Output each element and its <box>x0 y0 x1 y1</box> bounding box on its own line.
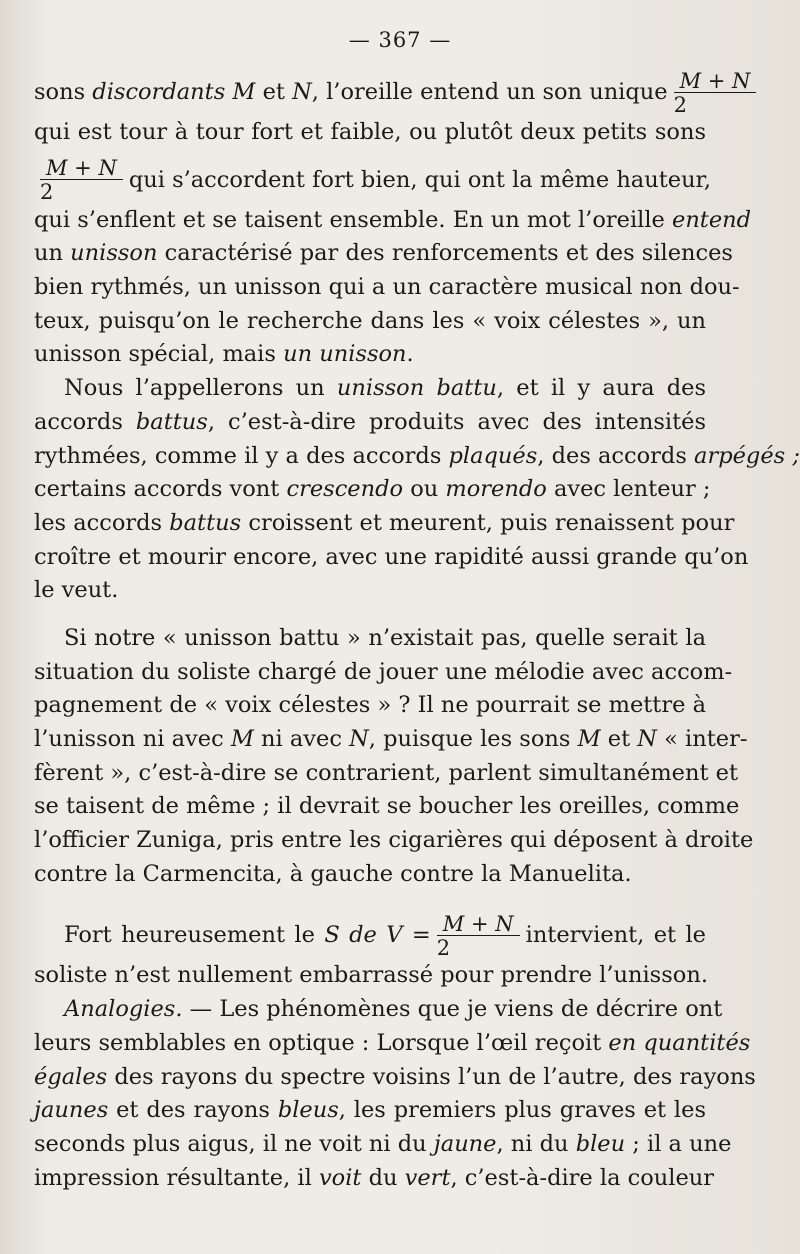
text-run: pagnement de « voix célestes » ? Il ne pourrait se mettre à <box>34 692 706 719</box>
text-line <box>34 406 706 440</box>
text-line <box>34 574 706 608</box>
text-line <box>34 116 706 150</box>
text-run: Fort heureusement le <box>64 922 325 949</box>
text-line <box>34 473 711 507</box>
text-line <box>34 757 739 791</box>
text-run: intervient, et le <box>525 922 706 949</box>
text-run: , c’est-à-dire la couleur <box>450 1164 715 1191</box>
text-run: se taisent de même ; il devrait se boucher les oreilles, comme <box>34 793 740 820</box>
text-run: qui s’accordent fort bien, qui ont la même hauteur, <box>128 166 711 193</box>
italic-text: arpégés ; <box>694 442 800 469</box>
text-line <box>34 150 711 205</box>
fraction-denominator: 2 <box>673 92 687 117</box>
body-text <box>34 62 800 1195</box>
text-run: ni avec <box>253 726 350 752</box>
text-run: l’officier Zuniga, pris entre les cigarières qui déposent à droite <box>34 827 754 854</box>
text-line <box>34 204 752 238</box>
text-run: certains accords vont <box>34 476 287 503</box>
italic-text: morendo <box>445 476 547 503</box>
fraction-numerator: M + N <box>437 914 520 936</box>
italic-text: M <box>230 726 254 752</box>
text-line <box>34 1094 706 1128</box>
text-run: qui s’enflent et se taisent ensemble. En un mot l’oreille <box>34 206 672 233</box>
text-line <box>34 824 754 858</box>
italic-text: discordants M <box>92 79 256 105</box>
italic-text: jaunes <box>34 1097 109 1124</box>
text-run: ou <box>403 476 446 503</box>
text-run: fèrent », c’est-à-dire se contrarient, parlent simultanément et <box>34 759 739 786</box>
italic-text: N <box>349 726 369 752</box>
text-line <box>34 507 735 541</box>
text-line <box>34 541 749 575</box>
text-run: unisson spécial, mais <box>34 341 284 368</box>
text-run: avec lenteur ; <box>546 476 711 503</box>
text-run: , puisque les sons <box>368 726 578 752</box>
text-line <box>34 1061 756 1095</box>
fraction-m-plus-n-over-2 <box>40 158 123 203</box>
text-line <box>34 440 800 474</box>
italic-text: jaune <box>433 1130 497 1157</box>
text-line <box>34 305 706 339</box>
italic-text: battus <box>169 509 242 536</box>
text-line <box>34 858 706 892</box>
text-run: les accords <box>34 509 170 536</box>
text-line <box>34 62 751 117</box>
italic-text: battus <box>135 408 208 435</box>
text-run: — Les phénomènes que je viens de décrire ont <box>182 996 723 1023</box>
text-run: , et il y aura des <box>496 375 707 402</box>
italic-text: bleus <box>277 1097 339 1124</box>
text-line <box>34 1128 732 1162</box>
text-run: du <box>361 1164 405 1191</box>
text-run: rythmées, comme il y a des accords <box>34 442 449 469</box>
text-line <box>34 959 706 993</box>
text-run: contre la Carmencita, à gauche contre la Manuelita. <box>34 860 632 887</box>
text-run: accords <box>34 408 136 435</box>
text-run: et <box>255 79 293 105</box>
text-line <box>34 1027 751 1061</box>
italic-text: unisson <box>70 240 158 267</box>
text-run: et <box>600 726 638 752</box>
italic-text: N <box>637 726 657 752</box>
text-run: soliste n’est nullement embarrassé pour prendre l’unisson. <box>34 962 708 989</box>
text-run: situation du soliste chargé de jouer une mélodie avec accom- <box>34 658 733 685</box>
text-line <box>34 237 733 271</box>
text-run: des rayons du spectre voisins l’un de l’autre, des rayons <box>107 1063 756 1090</box>
text-run: le veut. <box>34 577 119 604</box>
text-run: l’unisson ni avec <box>34 726 231 752</box>
italic-text: S de V <box>324 922 403 949</box>
text-line <box>34 905 706 959</box>
text-run: , ni du <box>496 1130 576 1157</box>
italic-text: entend <box>672 206 752 233</box>
text-run: qui est tour à tour fort et faible, ou plutôt deux petits sons <box>34 119 706 145</box>
italic-text: crescendo <box>286 476 404 503</box>
italic-text: bleu <box>575 1130 626 1157</box>
fraction-denominator: 2 <box>436 935 451 960</box>
text-run: = <box>402 922 431 949</box>
italic-text: égales <box>34 1063 108 1090</box>
text-run: croître et mourir encore, avec une rapidité aussi grande qu’on <box>34 543 749 570</box>
text-run: impression résultante, il <box>34 1164 319 1191</box>
italic-text: un unisson <box>283 341 407 368</box>
text-run: un <box>34 240 71 267</box>
text-run: , des accords <box>537 442 695 469</box>
fraction-m-plus-n-over-2 <box>436 911 520 960</box>
text-run: caractérisé par des renforcements et des silences <box>157 240 733 267</box>
text-run: . <box>406 341 414 368</box>
text-line <box>34 656 733 690</box>
text-run: sons <box>34 79 93 105</box>
italic-text: voit <box>318 1164 362 1191</box>
italic-text: Analogies. <box>64 996 183 1023</box>
italic-text: vert <box>404 1164 451 1191</box>
text-run: , les premiers plus graves et les <box>338 1097 706 1124</box>
text-run: , l’oreille entend un son unique <box>311 79 668 105</box>
text-line <box>34 338 706 372</box>
text-line <box>34 1162 715 1196</box>
italic-text: unisson battu <box>336 375 497 402</box>
text-run: croissent et meurent, puis renaissent pour <box>241 509 735 536</box>
text-line <box>34 622 706 656</box>
italic-text: en quantités <box>608 1029 751 1056</box>
text-run: , c’est-à-dire produits avec des intensités <box>207 408 706 435</box>
text-run: et des rayons <box>108 1097 278 1124</box>
fraction-denominator: 2 <box>40 180 54 205</box>
text-line <box>34 372 706 406</box>
text-run: Nous l’appellerons un <box>64 375 337 402</box>
text-run: leurs semblables en optique : Lorsque l’œil reçoit <box>34 1029 609 1056</box>
text-run: Si notre « unisson battu » n’existait pas, quelle serait la <box>64 624 706 651</box>
text-line <box>34 790 740 824</box>
text-run: bien rythmés, un unisson qui a un caractère musical non dou- <box>34 274 740 301</box>
text-run: seconds plus aigus, il ne voit ni du <box>34 1130 434 1157</box>
text-line <box>34 993 723 1027</box>
italic-text: N <box>292 79 312 105</box>
text-run: teux, puisqu’on le recherche dans les « voix célestes », un <box>34 307 706 334</box>
fraction-numerator: M + N <box>40 158 123 180</box>
text-run: ; il a une <box>625 1130 732 1157</box>
text-line <box>34 689 706 723</box>
text-line <box>34 723 748 757</box>
italic-text: M <box>577 726 601 752</box>
page-number: — 367 — <box>348 28 452 52</box>
text-run: « inter- <box>656 726 748 752</box>
text-line <box>34 271 740 305</box>
fraction-m-plus-n-over-2 <box>673 68 757 117</box>
fraction-numerator: M + N <box>674 71 757 93</box>
italic-text: plaqués <box>448 442 538 469</box>
